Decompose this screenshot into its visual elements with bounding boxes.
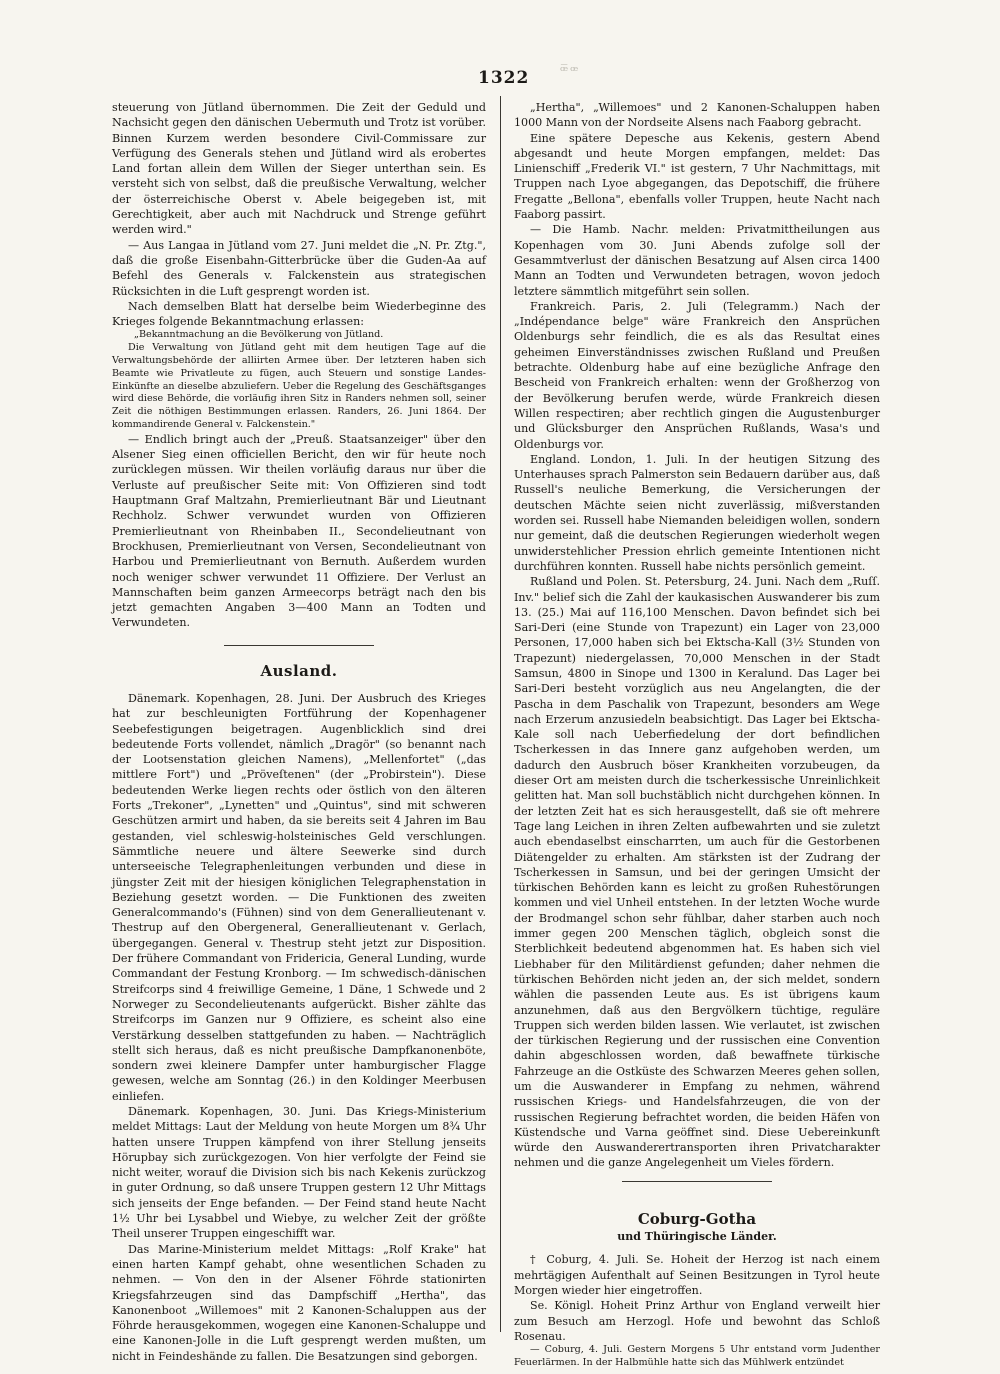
article-paragraph: — Aus Langaa in Jütland vom 27. Juni meldet die „N. Pr. Ztg.", daß die große Eisenbahn-Gitterbrücke über die Guden-Aa auf Befehl des Generals v. Falckenstein aus strategischen Rücksichten in die Luft gesprengt worden ist. [112, 238, 486, 298]
article-paragraph: steuerung von Jütland übernommen. Die Zeit der Geduld und Nachsicht gegen den dänischen Uebermuth und Trotz ist vorüber. Binnen Kurzem werden besondere Civil-Commissare zur Verfügung des Generals stehen und Jütland wird als erobertes Land fortan allein dem Willen der Sieger unterthan sein. Es versteht sich von selbst, daß die preußische Verwaltung, welcher der österreichische Oberst v. Abele beigegeben ist, mit Gerechtigkeit, aber auch mit Nachdruck und Strenge geführt werden wird." [112, 101, 486, 237]
article-paragraph: — Endlich bringt auch der „Preuß. Staatsanzeiger" über den Alsener Sieg einen officiellen Bericht, den wir für heute noch zurücklegen müssen. Wir theilen vorläufig daraus nur über die Verluste auf preußischer Seite mit: Von Offizieren sind todt Hauptmann Graf Maltzahn, Premierlieutnant Bär und Lieutnant Rechholz. Schwer verwundet wurden von Offizieren Premierlieutnant von Rheinbaben II., Secondelieutnant von Brockhusen, Premierlieutnant von Versen, Secondelieutnant von Harbou und Premierlieutnant von Bernuth. Außerdem wurden noch weniger schwer verwundet 11 Offiziere. Der Verlust an Mannschaften beim ganzen Armeecorps beträgt nach den bis jetzt gemachten Angaben 3—400 Mann an Todten und Verwundeten. [112, 432, 486, 630]
section-subheading: und Thüringische Länder. [617, 1230, 777, 1244]
section-rule [224, 645, 374, 646]
bleed-through-text: ꟹ̅ꟹ [560, 64, 581, 79]
article-paragraph: Eine spätere Depesche aus Kekenis, gestern Abend abgesandt und heute Morgen empfangen, meldet: Das Linienschiff „Frederik VI." ist gestern, 7 Uhr Nachmittags, mit Truppen nach Lyoe abgegangen, das Depotschiff, die frühere Fregatte „Bellona", ebenfalls voller Truppen, heute Nacht nach Faaborg passirt. [514, 131, 880, 222]
article-paragraph: Dänemark. Kopenhagen, 30. Juni. Das Kriegs-Ministerium meldet Mittags: Laut der Meldung von heute Morgen um 8¾ Uhr hatten unsere Truppen kämpfend von ihrer Stellung jenseits Hörupbay sich zurückgezogen. Von hier verfolgte der Feind sie nicht weiter, worauf die Division sich bis nach Kekenis zurückzog in guter Ordnung, so daß unsere Truppen gestern 12 Uhr Mittags sich jenseits der Enge befanden. — Der Feind stand heute Nacht 1½ Uhr bei Lysabbel und Wiebye, zu welcher Zeit der größte Theil unserer Truppen eingeschifft war. [112, 1105, 486, 1241]
article-paragraph: — Die Hamb. Nachr. melden: Privatmittheilungen aus Kopenhagen vom 30. Juni Abends zufolge soll der Gesammtverlust der dänischen Besatzung auf Alsen circa 1400 Mann an Todten und Verwundeten betragen, wovon jedoch letztere sämmtlich mitgeführt sein sollen. [514, 223, 880, 298]
article-paragraph: Nach demselben Blatt hat derselbe beim Wiederbeginne des Krieges folgende Bekanntmachung erlassen: [112, 299, 486, 329]
column-divider [500, 96, 501, 1332]
article-paragraph: Das Marine-Ministerium meldet Mittags: „Rolf Krake" hat einen harten Kampf gehabt, ohne wesentlichen Schaden zu nehmen. — Von den in der Alsener Föhrde stationirten Kriegsfahrzeugen sind das Dampfschiff „Hertha", das Kanonenboot „Willemoes" mit 2 Kanonen-Schaluppen aus der Föhrde herausgekommen, wogegen eine Kanonen-Schaluppe und eine Kanonen-Jolle in die Luft gesprengt werden mußten, um nicht in Feindeshände zu fallen. Die Besatzungen sind geborgen. [112, 1242, 486, 1363]
section-heading: Ausland. [260, 661, 338, 680]
article-paragraph: Se. Königl. Hoheit Prinz Arthur von England verweilt hier zum Besuch am Herzogl. Hofe und bewohnt das Schloß Rosenau. [514, 1299, 880, 1343]
page-number: 1322 [478, 68, 530, 88]
article-paragraph: † Coburg, 4. Juli. Se. Hoheit der Herzog ist nach einem mehrtägigen Aufenthalt auf Seinen Besitzungen in Tyrol heute Morgen wieder hier eingetroffen. [514, 1253, 880, 1297]
article-paragraph: England. London, 1. Juli. In der heutigen Sitzung des Unterhauses sprach Palmerston sein Bedauern darüber aus, daß Russell's neuliche Bemerkung, die Versicherungen der deutschen Mächte seien nicht zuverlässig, mißverstanden worden sei. Russell habe Niemanden beleidigen wollen, sondern nur gemeint, daß die deutschen Regierungen wiederholt wegen unwiderstehlicher Pression ehrlich gemeinte Intentionen nicht durchführen konnten. Russell habe nichts persönlich gemeint. [514, 452, 880, 573]
article-paragraph: „Hertha", „Willemoes" und 2 Kanonen-Schaluppen haben 1000 Mann von der Nordseite Alsens nach Faaborg gebracht. [514, 101, 880, 130]
article-paragraph: — Coburg, 4. Juli. Gestern Morgens 5 Uhr entstand vorm Judenther Feuerlärmen. In der Halbmühle hatte sich das Mühlwerk entzündet [514, 1344, 880, 1368]
article-paragraph: Dänemark. Kopenhagen, 28. Juni. Der Ausbruch des Krieges hat zur beschleunigten Fortführung der Kopenhagener Seebefestigungen beigetragen. Augenblicklich sind drei bedeutende Forts vollendet, nämlich „Dragör" (so benannt nach der Lootsenstation gleichen Namens), „Mellenfortet" („das mittlere Fort") und „Pröveſtenen" (der „Probirstein"). Diese bedeutenden Werke liegen rechts oder östlich von den älteren Forts „Trekoner", „Lynetten" und „Quintus", sind mit schweren Geschützen armirt und haben, da sie bereits seit 4 Jahren im Bau gestanden, viel schleswig-holsteinisches Geld verschlungen. Sämmtliche neuere und ältere Seewerke sind durch unterseeische Telegraphenleitungen verbunden und diese in jüngster Zeit mit der hiesigen königlichen Telegraphenstation in Beziehung gesetzt worden. — Die Funktionen des zweiten Generalcommando's (Fühnen) sind von dem Generallieutenant v. Thestrup auf den Obergeneral, Generallieutenant v. Gerlach, übergegangen. General v. Thestrup steht jetzt zur Disposition. Der frühere Commandant von Fridericia, General Lunding, wurde Commandant der Festung Kronborg. — Im schwedisch-dänischen Streifcorps sind 4 freiwillige Gemeine, 1 Däne, 1 Schwede und 2 Norweger zu Secondelieutenants aufgerückt. Bisher zählte das Streifcorps im Ganzen nur 9 Offiziere, es scheint also eine Verstärkung desselben stattgefunden zu haben. — Nachträglich stellt sich heraus, daß es nicht preußische Dampfkanonenböte, sondern zwei kleinere Dampfer unter hamburgischer Flagge gewesen, welche am Sonntag (26.) in den Koldinger Meerbusen einliefen. [112, 691, 486, 1103]
right-column [514, 100, 880, 1370]
left-column [112, 100, 486, 1364]
section-heading: Coburg-Gotha [637, 1209, 757, 1228]
proclamation-text: Die Verwaltung von Jütland geht mit dem heutigen Tage auf die Verwaltungsbehörde der alliirten Armee über. Der letzteren haben sich Beamte wie Privatleute zu fügen, auch Steuern und sonstige Landes-Einkünfte an dieselbe abzuliefern. Ueber die Regelung des Geschäftsganges wird diese Behörde, die vorläufig ihren Sitz in Randers nehmen soll, seiner Zeit die nöthigen Bestimmungen erlassen. Randers, 26. Juni 1864. Der kommandirende General v. Falckenstein." [112, 342, 486, 431]
section-rule [622, 1181, 772, 1182]
proclamation-title: „Bekanntmachung an die Bevölkerung von Jütland. [134, 329, 384, 341]
article-paragraph: Frankreich. Paris, 2. Juli (Telegramm.) Nach der „Indépendance belge" wäre Frankreich den Ansprüchen Oldenburgs sehr feindlich, die es als das Resultat eines geheimen Einverständnisses zwischen Rußland und Preußen betrachte. Oldenburg habe auf eine bezügliche Anfrage den Bescheid von Frankreich erhalten: wenn der Großherzog von der Bevölkerung berufen werde, würde Frankreich diesen Willen respectiren; aber rechtlich gingen die Augustenburger und Glücksburger den Ansprüchen Rußlands, Wasa's und Oldenburgs vor. [514, 299, 880, 451]
article-paragraph: Rußland und Polen. St. Petersburg, 24. Juni. Nach dem „Ruſſ. Inv." belief sich die Zahl der kaukasischen Auswanderer bis zum 13. (25.) Mai auf 116,100 Menschen. Davon befindet sich bei Sari-Deri (eine Stunde von Trapezunt) ein Lager von 23,000 Personen, 17,000 haben sich bei Ektscha-Kall (3½ Stunden von Trapezunt) niedergelassen, 70,000 Menschen in der Stadt Samsun, 4800 in Sinope und 1300 in Keralund. Das Lager bei Sari-Deri besteht vorzüglich aus neu Angelangten, die der Pascha in dem Paschalik von Trapezunt, besonders am Wege nach Erzerum anzusiedeln beabsichtigt. Das Lager bei Ektscha-Kale soll nach Ueberfiedelung der dort befindlichen Tscherkessen in das Innere ganz aufgehoben werden, um dadurch den Ausbruch böser Krankheiten vorzubeugen, da dieser Ort am meisten durch die tscherkessische Unreinlichkeit gelitten hat. Man soll buchstäblich nicht durchgehen können. In der letzten Zeit hat es sich herausgestellt, daß sie oft mehrere Tage lang Leichen in ihren Zelten aufbewahrten und sie zuletzt auch ebendaselbst einscharrten, um auch für die Gestorbenen Diätengelder zu erhalten. Am stärksten ist der Zudrang der Tscherkessen in Samsun, und bei der geringen Umsicht der türkischen Behörden kann es leicht zu großen Ruhestörungen kommen und viel Unheil entstehen. In der letzten Woche wurde der Brodmangel schon sehr fühlbar, daher starben auch noch immer gegen 200 Menschen täglich, obgleich sonst die Sterblichkeit bedeutend abgenommen hat. Es haben sich viel Liebhaber für den Militärdienst gefunden; daher nehmen die türkischen Behörden nicht jeden an, der sich meldet, sondern wählen die passenden Leute aus. Es ist übrigens kaum anzunehmen, daß aus den Bergvölkern tüchtige, reguläre Truppen sich werden bilden lassen. Wie verlautet, ist zwischen der türkischen Regierung und der russischen eine Convention dahin abgeschlossen worden, daß bewaffnete türkische Fahrzeuge an die Ostküste des Schwarzen Meeres gehen sollen, um die Auswanderer in Empfang zu nehmen, während russischen Kriegs- und Handelsfahrzeugen, die von der russischen Regierung befrachtet worden, die beiden Häfen von Küstendsche und Varna geöffnet sind. Diese Uebereinkunft würde den Auswanderertransporten ihren Privatcharakter nehmen und die ganze Angelegenheit um Vieles fördern. [514, 575, 880, 1170]
